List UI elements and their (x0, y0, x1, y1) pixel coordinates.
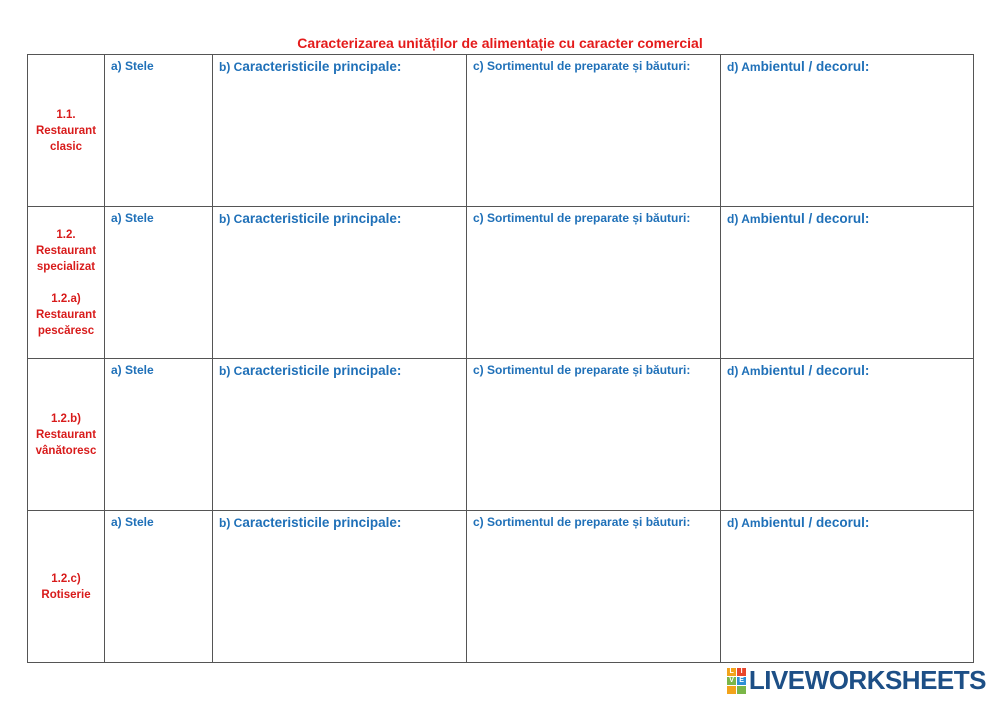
brand-text: LIVEWORKSHEETS (748, 665, 986, 695)
row-label (28, 359, 105, 511)
cell-heading-text: b) C (219, 60, 243, 74)
cell-heading (111, 59, 206, 73)
cell-heading-text: aracteristicile principale: (242, 515, 402, 530)
cell-heading-text: a) Stele (111, 515, 154, 529)
cell-heading-text: a) Stele (111, 59, 154, 73)
table-row (28, 511, 974, 663)
cell-heading-text: b) C (219, 364, 243, 378)
cell-heading (111, 363, 206, 377)
row-sublabel-line: pescăresc (37, 324, 95, 337)
ambient-cell[interactable] (721, 207, 974, 359)
table-row (28, 207, 974, 359)
logo-square (737, 686, 746, 694)
row-label-line: Restaurant (35, 124, 97, 137)
liveworksheets-logo-icon (727, 668, 746, 694)
row-label-line: Restaurant (35, 244, 97, 257)
ambient-cell[interactable] (721, 511, 974, 663)
cell-heading-text: d) Am (727, 212, 761, 226)
cell-heading-text: bientul / decorul: (760, 211, 870, 226)
row-sublabel-line: 1.2.a) (51, 292, 81, 305)
cell-heading-text: b) C (219, 212, 243, 226)
cell-heading-text: c) Sortimentul de preparate și băuturi: (473, 363, 691, 377)
row-label (28, 55, 105, 207)
cell-heading (111, 211, 206, 225)
sortiment-cell[interactable] (467, 511, 721, 663)
cell-heading-text: aracteristicile principale: (242, 211, 402, 226)
stele-cell[interactable] (105, 207, 213, 359)
ambient-cell[interactable] (721, 55, 974, 207)
row-label (28, 207, 105, 359)
cell-heading (727, 211, 967, 226)
caracteristici-cell[interactable] (213, 511, 467, 663)
cell-heading (111, 515, 206, 529)
cell-heading-text: bientul / decorul: (760, 59, 870, 74)
liveworksheets-logo[interactable] (727, 665, 986, 696)
stele-cell[interactable] (105, 359, 213, 511)
table-row (28, 359, 974, 511)
cell-heading (219, 59, 460, 74)
logo-square: L (727, 668, 736, 676)
row-sublabel-line: Restaurant (35, 308, 97, 321)
cell-heading (727, 59, 967, 74)
logo-square: V (727, 677, 736, 685)
row-label-line: 1.1. (56, 108, 76, 121)
caracteristici-cell[interactable] (213, 359, 467, 511)
cell-heading (727, 363, 967, 378)
row-label-line: 1.2.c) (51, 572, 81, 585)
cell-heading-text: d) Am (727, 516, 761, 530)
cell-heading-text: c) Sortimentul de preparate și băuturi: (473, 59, 691, 73)
cell-heading (473, 59, 714, 73)
sortiment-cell[interactable] (467, 55, 721, 207)
stele-cell[interactable] (105, 511, 213, 663)
cell-heading-text: d) Am (727, 60, 761, 74)
cell-heading (473, 363, 714, 377)
cell-heading-text: a) Stele (111, 211, 154, 225)
caracteristici-cell[interactable] (213, 55, 467, 207)
sortiment-cell[interactable] (467, 359, 721, 511)
caracteristici-cell[interactable] (213, 207, 467, 359)
logo-square (727, 686, 736, 694)
cell-heading (473, 211, 714, 225)
cell-heading (727, 515, 967, 530)
row-label-line: specializat (36, 260, 96, 273)
stele-cell[interactable] (105, 55, 213, 207)
cell-heading (219, 363, 460, 378)
sortiment-cell[interactable] (467, 207, 721, 359)
cell-heading-text: c) Sortimentul de preparate și băuturi: (473, 515, 691, 529)
cell-heading-text: b) C (219, 516, 243, 530)
cell-heading-text: bientul / decorul: (760, 515, 870, 530)
logo-square: E (737, 677, 746, 685)
row-label-line: clasic (50, 140, 82, 153)
page-title: Caracterizarea unităților de alimentație cu caracter comercial (297, 35, 703, 51)
row-label-line: 1.2. (56, 228, 76, 241)
cell-heading (473, 515, 714, 529)
row-label (28, 511, 105, 663)
row-label-spacer (32, 275, 100, 291)
cell-heading-text: bientul / decorul: (760, 363, 870, 378)
row-label-line: Restaurant (35, 428, 97, 441)
row-label-line: vânătoresc (35, 444, 97, 457)
ambient-cell[interactable] (721, 359, 974, 511)
row-label-line: Rotiserie (41, 588, 91, 601)
cell-heading (219, 515, 460, 530)
cell-heading-text: c) Sortimentul de preparate și băuturi: (473, 211, 691, 225)
cell-heading-text: aracteristicile principale: (242, 59, 402, 74)
cell-heading (219, 211, 460, 226)
cell-heading-text: aracteristicile principale: (242, 363, 402, 378)
logo-square: I (737, 668, 746, 676)
row-label-line: 1.2.b) (50, 412, 82, 425)
cell-heading-text: d) Am (727, 364, 761, 378)
characterization-table (27, 54, 974, 663)
table-row (28, 55, 974, 207)
cell-heading-text: a) Stele (111, 363, 154, 377)
